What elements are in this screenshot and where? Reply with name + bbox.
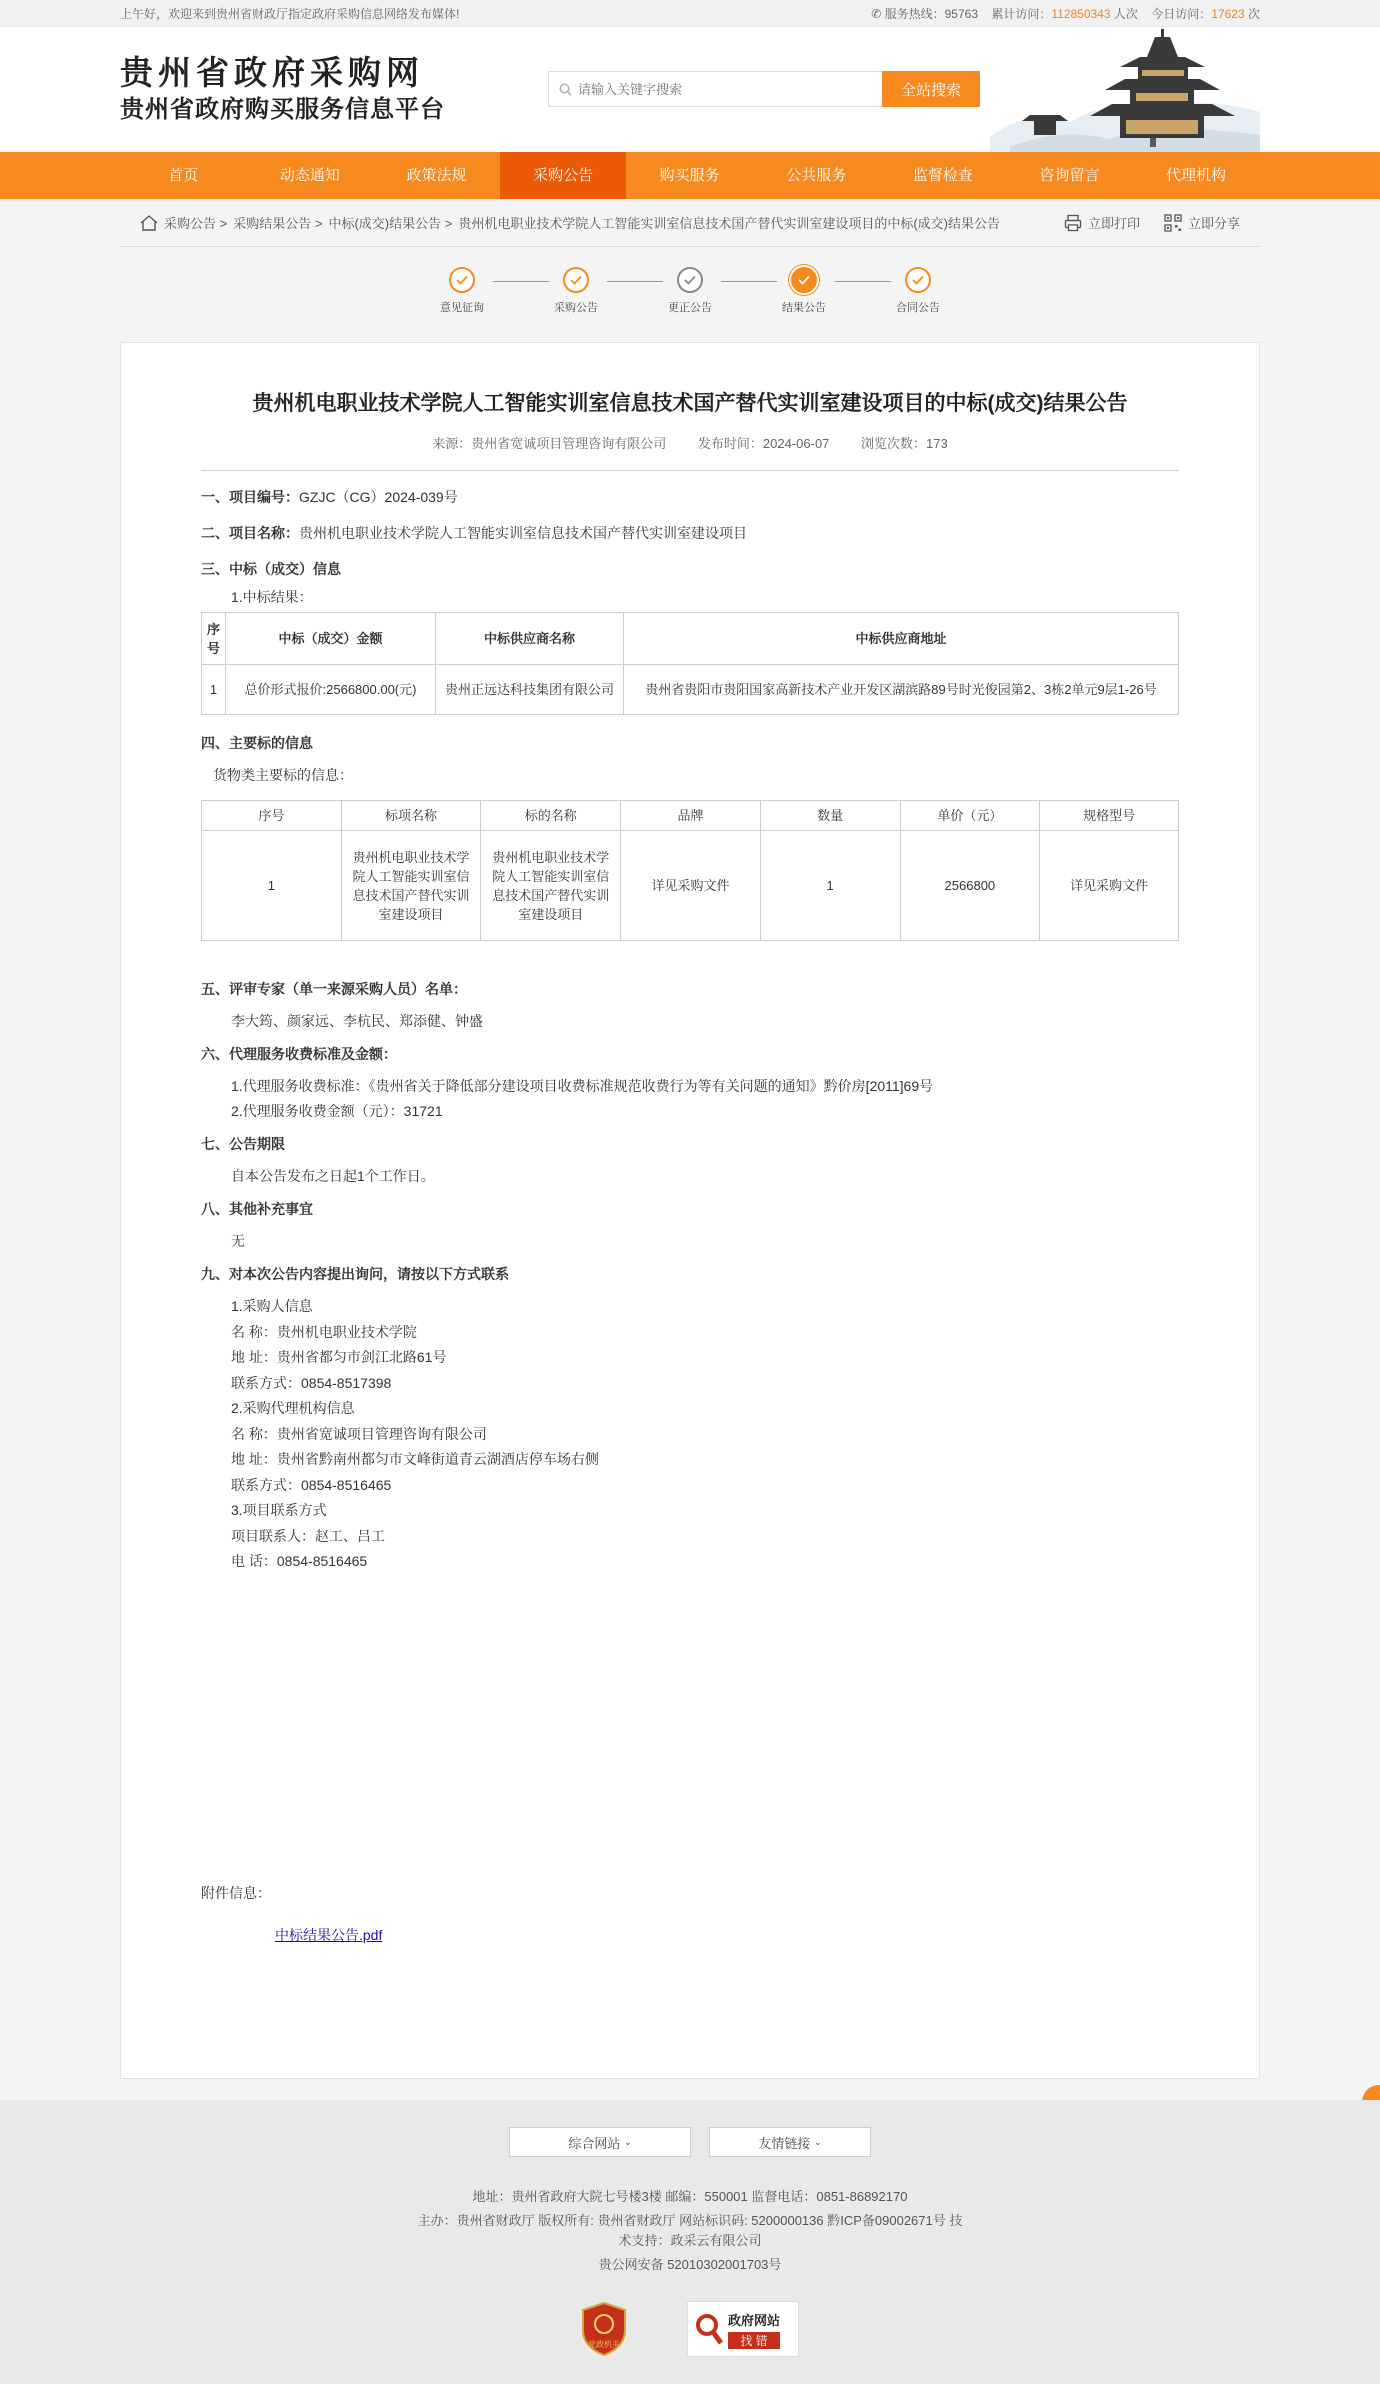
footer-badges [0,2301,1380,2357]
qrcode-icon [1164,214,1182,232]
section-other: 八、其他补充事宜 [201,1201,313,1217]
table-header: 规格型号 [1040,801,1179,831]
fee-amount: 2.代理服务收费金额（元）：31721 [231,1103,443,1119]
site-logo[interactable] [120,53,445,127]
total-visits: 累计访问：112850343 人次 [991,7,1138,21]
period-text: 自本公告发布之日起1个工作日。 [231,1168,435,1184]
experts-list: 李大筠、颜家远、李杭民、郑添健、钟盛 [231,1013,483,1029]
nav-consultation[interactable]: 咨询留言 [1039,167,1100,184]
top-bar [0,0,1380,27]
article-body [201,487,1179,1575]
step-connector [607,281,663,282]
nav-notices[interactable]: 动态通知 [279,167,340,184]
step-opinion[interactable]: 意见征询 [432,267,492,315]
section-project-number: 一、项目编号：GZJC（CG）2024-039号 [201,489,458,505]
print-button[interactable]: 立即打印 [1064,213,1140,232]
table-header: 序号 [202,613,226,665]
breadcrumb-item-current: 贵州机电职业技术学院人工智能实训室信息技术国产替代实训室建设项目的中标(成交)结果公告 [458,216,1000,231]
table-header: 序号 [202,801,342,831]
step-connector [721,281,777,282]
table-header: 标的名称 [481,801,621,831]
comprehensive-sites-dropdown[interactable]: 综合网站 ⌄ [509,2127,691,2157]
party-gov-badge[interactable]: 党政机关 [581,2302,627,2356]
chevron-down-icon: ⌄ [814,2136,822,2147]
check-icon [905,267,931,293]
page-tools [1040,213,1240,232]
site-search-button[interactable]: 全站搜索 [882,71,980,107]
welcome-text: 上午好，欢迎来到贵州省财政厅指定政府采购信息网络发布媒体! [120,7,460,21]
magnifier-icon [694,2312,724,2346]
nav-procurement-announcements[interactable]: 采购公告 [500,152,627,199]
goods-info-label: 货物类主要标的信息： [213,767,353,783]
phone-icon: ✆ [871,7,882,21]
table-header: 中标（成交）金额 [226,613,436,665]
step-connector [835,281,891,282]
breadcrumb [140,213,1006,232]
step-procurement[interactable]: 采购公告 [546,267,606,315]
breadcrumb-item-results[interactable]: 采购结果公告 > [233,216,323,231]
search-box [548,71,882,107]
section-experts: 五、评审专家（单一来源采购人员）名单： [201,981,467,997]
gov-website-error-report[interactable]: 政府网站 找 错 [687,2301,799,2357]
search-input[interactable] [578,82,868,97]
site-title: 贵州省政府采购网 [120,53,424,92]
footer-host: 主办：贵州省财政厅 版权所有: 贵州省财政厅 网站标识码: 5200000136 黔ICP备09002671号 技 [417,2213,963,2228]
check-icon [563,267,589,293]
attachments [201,1883,382,1945]
attachments-label: 附件信息： [201,1885,271,1901]
printer-icon [1064,214,1082,232]
share-button[interactable]: 立即分享 [1164,213,1240,232]
section-contacts: 九、对本次公告内容提出询问，请按以下方式联系 [201,1266,509,1282]
check-icon [677,267,703,293]
nav-agencies[interactable]: 代理机构 [1166,167,1227,184]
footer-police-record[interactable]: 贵公网安备 52010302001703号 [598,2257,782,2272]
step-correction[interactable]: 更正公告 [660,267,720,315]
search-icon [559,83,572,96]
search-bar [548,71,980,107]
breadcrumb-item-announcements[interactable]: 采购公告 > [164,216,228,231]
article [120,342,1260,2079]
main-nav [0,152,1380,199]
table-row: 1 贵州机电职业技术学院人工智能实训室信息技术国产替代实训室建设项目 贵州机电职业技术学院人工智能实训室信息技术国产替代实训室建设项目 详见采购文件 1 2566800 详见采购文件 [202,831,1179,941]
article-meta [201,433,1179,471]
hotline: ✆ 服务热线：95763 [871,7,978,21]
attachment-link[interactable]: 中标结果公告.pdf [275,1927,383,1943]
table-header: 中标供应商地址 [624,613,1179,665]
chevron-down-icon: ⌄ [624,2136,632,2147]
table-header: 标项名称 [341,801,481,831]
other-text: 无 [231,1233,245,1249]
home-icon[interactable] [140,215,158,231]
table-row: 1 总价形式报价:2566800.00(元) 贵州正远达科技集团有限公司 贵州省贵阳市贵阳国家高新技术产业开发区湖滨路89号时光俊园第2、3栋2单元9层1-26号 [202,665,1179,715]
footer-tech-support: 术支持：政采云有限公司 [618,2233,762,2248]
step-connector [493,281,549,282]
table-header: 中标供应商名称 [436,613,624,665]
section-agency-fee: 六、代理服务收费标准及金额： [201,1046,397,1062]
site-subtitle: 贵州省政府购买服务信息平台 [120,96,445,123]
table-header: 数量 [760,801,900,831]
nav-purchase-services[interactable]: 购买服务 [659,167,720,184]
check-icon [791,267,817,293]
today-visits: 今日访问：17623 次 [1151,7,1260,21]
article-source: 来源：贵州省宽诚项目管理咨询有限公司 [432,436,667,451]
step-contract[interactable]: 合同公告 [888,267,948,315]
goods-table [201,800,1179,941]
fee-standard: 1.代理服务收费标准：《贵州省关于降低部分建设项目收费标准规范收费行为等有关问题的通知》黔价房[2011]69号 [231,1078,934,1094]
step-result[interactable]: 结果公告 [774,267,834,315]
article-date: 发布时间：2024-06-07 [697,436,830,451]
footer-address: 地址：贵州省政府大院七号楼3楼 邮编：550001 监督电话：0851-86892170 [472,2189,908,2204]
article-title: 贵州机电职业技术学院人工智能实训室信息技术国产替代实训室建设项目的中标(成交)结果公告 [252,392,1128,415]
article-views: 浏览次数：173 [861,436,948,451]
award-result-label: 1.中标结果： [231,589,313,605]
table-header: 品牌 [621,801,761,831]
section-project-name: 二、项目名称：贵州机电职业技术学院人工智能实训室信息技术国产替代实训室建设项目 [201,525,747,541]
table-header: 单价（元） [900,801,1040,831]
friendly-links-dropdown[interactable]: 友情链接 ⌄ [709,2127,871,2157]
nav-supervision[interactable]: 监督检查 [912,167,973,184]
footer-info [0,2187,1380,2275]
section-period: 七、公告期限 [201,1136,285,1152]
award-table [201,612,1179,715]
section-subject-info: 四、主要标的信息 [201,735,313,751]
nav-home[interactable]: 首页 [168,167,199,184]
breadcrumb-bar [0,199,1380,247]
footer-links [0,2127,1380,2157]
site-footer [0,2100,1380,2384]
site-header [0,27,1380,152]
pagoda-illustration [990,27,1260,152]
announcement-steps [120,247,1260,342]
breadcrumb-item-award-results[interactable]: 中标(成交)结果公告 > [328,216,453,231]
section-award-info: 三、中标（成交）信息 [201,561,341,577]
check-icon [449,267,475,293]
nav-policies[interactable]: 政策法规 [406,167,467,184]
site-stats [861,5,1260,22]
contact-info: 1.采购人信息 名 称：贵州机电职业技术学院 地 址：贵州省都匀市剑江北路61号 联系方式：0854-8517398 2.采购代理机构信息 名 称：贵州省宽诚项目管理咨询有限公司 地 址：贵州省黔南州都匀市文峰街道青云湖酒店停车场右侧 联系方式：0854-8516465 3.项目联系方式 项目联系人：赵工、吕工 电 话：0854-8516465 [231,1298,599,1569]
nav-public-services[interactable]: 公共服务 [786,167,847,184]
